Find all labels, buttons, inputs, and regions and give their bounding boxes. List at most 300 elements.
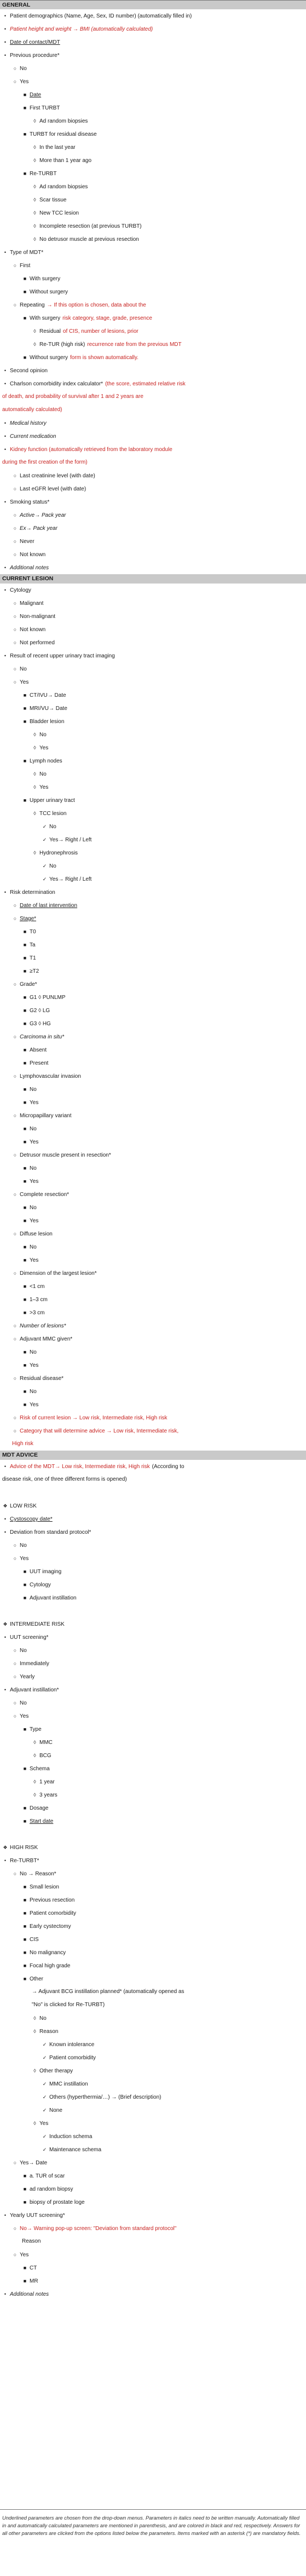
form-row[interactable]	[0, 443, 302, 456]
form-row-label: With surgery	[30, 276, 61, 282]
square-icon: ■	[23, 929, 27, 934]
form-row[interactable]	[0, 1267, 306, 1280]
form-row[interactable]	[0, 1723, 306, 1736]
diamond-icon: ◊	[33, 210, 36, 216]
form-row[interactable]	[0, 728, 306, 741]
form-row-label: a. TUR of scar	[30, 2173, 65, 2179]
square-icon: ■	[23, 1595, 27, 1601]
form-row[interactable]	[0, 2274, 306, 2288]
form-row[interactable]	[0, 2090, 306, 2104]
form-row[interactable]	[0, 2130, 306, 2143]
form-row[interactable]	[0, 2182, 306, 2196]
form-row[interactable]	[0, 2156, 306, 2169]
form-row[interactable]	[0, 1788, 306, 1801]
form-row-label: Last eGFR level (with date)	[20, 486, 86, 492]
bullet-icon: •	[4, 2291, 7, 2297]
form-row[interactable]	[0, 794, 306, 807]
form-row[interactable]	[0, 561, 302, 574]
square-icon: ■	[23, 995, 27, 1000]
form-row[interactable]	[0, 1096, 306, 1109]
form-row[interactable]	[0, 1565, 306, 1578]
form-row[interactable]	[0, 886, 302, 899]
form-row-label: of death, and probability of survival after 1 and 2 years are	[2, 394, 143, 400]
form-row-label: No	[30, 1205, 37, 1211]
form-row[interactable]	[0, 193, 306, 206]
form-row[interactable]	[0, 1959, 306, 1972]
form-row[interactable]	[0, 1017, 306, 1030]
form-row[interactable]	[0, 2209, 302, 2222]
form-row-label: → Adjuvant BCG instillation planned* (automatically opened as	[32, 1989, 184, 1995]
square-icon: ■	[23, 758, 27, 764]
form-row	[0, 456, 302, 469]
form-row[interactable]	[0, 311, 306, 325]
form-row-label: MR	[30, 2278, 38, 2284]
form-row[interactable]	[0, 1109, 306, 1122]
circle-icon: ○	[13, 473, 17, 478]
form-row-label: G2 ◊ LG	[30, 1008, 50, 1014]
square-icon: ■	[23, 798, 27, 803]
form-row[interactable]	[0, 1657, 306, 1670]
form-row-label: No	[49, 863, 56, 869]
circle-icon: ○	[13, 486, 17, 492]
form-row[interactable]	[0, 2117, 306, 2130]
form-row[interactable]	[0, 1762, 306, 1775]
circle-icon: ○	[13, 600, 17, 606]
form-row[interactable]	[0, 1736, 306, 1749]
form-row-label: ≥T2	[30, 968, 39, 974]
form-row[interactable]	[0, 1801, 306, 1815]
form-row[interactable]	[0, 1815, 306, 1828]
form-row[interactable]	[0, 364, 302, 377]
form-row[interactable]	[0, 1254, 306, 1267]
form-row[interactable]	[0, 1578, 306, 1591]
circle-icon: ○	[13, 1674, 17, 1679]
form-row-label: Patient comorbidity	[49, 2055, 96, 2061]
form-row[interactable]	[0, 938, 306, 951]
form-row[interactable]	[0, 964, 306, 978]
form-row[interactable]	[0, 1893, 306, 1907]
form-row-label: No detrusor muscle at previous resection	[39, 236, 139, 242]
form-row-label: Number of lesions*	[20, 1323, 66, 1329]
form-row[interactable]	[0, 75, 306, 88]
form-row[interactable]	[0, 62, 306, 75]
form-row[interactable]	[0, 675, 306, 689]
form-row[interactable]	[0, 662, 306, 675]
circle-icon: ○	[13, 1113, 17, 1118]
form-row[interactable]	[0, 610, 306, 623]
form-row[interactable]	[0, 584, 302, 597]
bullet-icon: •	[4, 653, 7, 659]
form-row[interactable]	[0, 715, 306, 728]
form-row[interactable]	[0, 2038, 306, 2051]
form-row[interactable]	[0, 1644, 306, 1657]
form-row[interactable]	[0, 2077, 306, 2090]
square-icon: ■	[23, 355, 27, 360]
form-row-label: Detrusor muscle present in resection*	[20, 1152, 111, 1158]
form-row[interactable]	[0, 820, 306, 833]
form-row-note: recurrence rate from the previous MDT	[87, 342, 182, 348]
form-row[interactable]	[0, 1920, 306, 1933]
form-row-label: Second opinion	[10, 368, 48, 374]
form-row[interactable]	[0, 2196, 306, 2209]
bullet-icon: •	[4, 434, 7, 439]
form-row[interactable]	[0, 1280, 306, 1293]
form-row[interactable]	[0, 899, 306, 912]
form-row-label: No	[30, 1087, 37, 1093]
bullet-icon: •	[4, 2213, 7, 2218]
form-row[interactable]	[0, 417, 302, 430]
form-row-label: Date	[30, 92, 42, 98]
form-row[interactable]	[0, 1696, 306, 1709]
form-row[interactable]	[0, 597, 306, 610]
form-row[interactable]	[0, 2169, 306, 2182]
form-row[interactable]	[0, 2012, 306, 2025]
form-row-label: Medical history	[10, 420, 47, 426]
form-row[interactable]	[0, 180, 306, 193]
square-icon: ■	[23, 1569, 27, 1574]
square-icon: ■	[23, 1963, 27, 1968]
form-row-label: No	[39, 771, 47, 777]
form-row	[0, 1828, 302, 1841]
diamond-icon: ◊	[33, 784, 36, 790]
form-row[interactable]	[0, 128, 306, 141]
form-row-label: <1 cm	[30, 1284, 45, 1290]
form-row[interactable]	[0, 1332, 306, 1345]
diamond-icon: ◊	[33, 1740, 36, 1745]
form-row-label: Reason	[39, 2029, 59, 2035]
form-row[interactable]	[0, 991, 306, 1004]
form-row[interactable]	[0, 154, 306, 167]
bullet-icon: •	[4, 1858, 7, 1863]
form-row[interactable]	[0, 1499, 302, 1512]
form-row-label: Immediately	[20, 1661, 49, 1667]
form-row-label: Ta	[30, 942, 36, 948]
check-icon: ✓	[42, 2134, 47, 2139]
form-row-label: Current medication	[10, 434, 56, 440]
form-row[interactable]	[0, 833, 306, 846]
form-row[interactable]	[0, 9, 302, 22]
form-row-label: No	[39, 732, 47, 738]
form-row-label: Result of recent upper urinary tract imaging	[10, 653, 115, 659]
form-row-note: form is shown automatically.	[70, 355, 138, 361]
form-row[interactable]	[0, 1841, 302, 1854]
form-row-label: Yes	[39, 2121, 49, 2127]
form-row-label: Yes	[30, 1402, 39, 1408]
bullet-icon: •	[4, 368, 7, 373]
form-row-label: 1–3 cm	[30, 1297, 48, 1303]
form-row[interactable]	[0, 807, 306, 820]
form-row-note: risk category, stage, grade, presence	[62, 315, 152, 321]
form-row[interactable]	[0, 1043, 306, 1056]
form-row-label: No	[30, 1349, 37, 1355]
form-row[interactable]	[0, 859, 306, 873]
form-row[interactable]	[0, 2051, 306, 2064]
form-row[interactable]	[0, 430, 302, 443]
form-row-label: Dimension of the largest lesion*	[20, 1270, 97, 1277]
form-row[interactable]	[0, 1227, 306, 1240]
form-row	[0, 2235, 306, 2248]
bullet-icon: •	[4, 250, 7, 255]
form-row-label: Hydronephrosis	[39, 850, 78, 856]
form-row[interactable]	[0, 1880, 306, 1893]
bullet-icon: •	[4, 1687, 7, 1693]
form-row-label: Re-TURBT*	[10, 1858, 39, 1864]
bullet-icon: •	[4, 1464, 7, 1469]
form-row-label: Yes	[20, 2252, 29, 2258]
form-row[interactable]	[0, 1854, 302, 1867]
form-row[interactable]	[0, 351, 306, 364]
form-row-label: Adjuvant MMC given*	[20, 1336, 73, 1342]
form-row[interactable]	[0, 1411, 306, 1424]
form-row[interactable]	[0, 1214, 306, 1227]
check-icon: ✓	[42, 2042, 47, 2047]
form-row[interactable]	[0, 1775, 306, 1788]
form-row-label: Active→ Pack year	[20, 512, 66, 518]
form-row-label: None	[49, 2107, 62, 2113]
form-row-label: Adjuvant instillation*	[10, 1687, 59, 1693]
form-row[interactable]	[0, 272, 306, 285]
form-row-label: 3 years	[39, 1792, 57, 1798]
form-row[interactable]	[0, 1512, 302, 1526]
form-row[interactable]	[0, 220, 306, 233]
form-row-label: biopsy of prostate loge	[30, 2199, 85, 2205]
form-row[interactable]	[0, 482, 306, 495]
form-row[interactable]	[0, 1201, 306, 1214]
square-icon: ■	[23, 289, 27, 294]
footnote: Underlined parameters are chosen from the drop-down menus. Parameters in italics need to be written manually. Automatically filled in and automatically calculated parameters are mentioned in parenthesis, and are colored in black and red, respectively. Answers for all other parameters are clicked from the options listed below the parameters. Items marked with an asterisk (*) are mandatory fields.	[2, 2515, 301, 2536]
form-row[interactable]	[0, 1372, 306, 1385]
form-row[interactable]	[0, 1188, 306, 1201]
form-row[interactable]	[0, 2025, 306, 2038]
form-row[interactable]	[0, 925, 306, 938]
form-row[interactable]	[0, 167, 306, 180]
square-icon: ■	[23, 1362, 27, 1368]
form-row[interactable]	[0, 1030, 306, 1043]
form-row[interactable]	[0, 285, 306, 298]
form-row[interactable]	[0, 767, 306, 781]
form-row[interactable]	[0, 1070, 306, 1083]
diamond-icon: ◊	[33, 223, 36, 229]
form-row-label: With surgery	[30, 315, 61, 321]
diamond-icon: ◊	[33, 2015, 36, 2021]
square-icon: ■	[23, 1897, 27, 1903]
check-icon: ✓	[42, 2147, 47, 2152]
square-icon: ■	[23, 1389, 27, 1394]
form-row[interactable]	[0, 1933, 306, 1946]
form-row[interactable]	[0, 1526, 302, 1539]
form-row[interactable]	[0, 36, 302, 49]
square-icon: ■	[23, 92, 27, 97]
form-row[interactable]	[0, 206, 306, 220]
form-row-label: Patient height and weight → BMI (automatically calculated)	[10, 26, 153, 32]
form-row-label: No → Reason*	[20, 1871, 56, 1877]
form-row[interactable]	[0, 781, 306, 794]
form-row[interactable]	[0, 1293, 306, 1306]
form-row[interactable]	[0, 2261, 306, 2274]
form-row[interactable]	[0, 1240, 306, 1254]
form-row-label: Residual disease*	[20, 1376, 64, 1382]
circle-icon: ○	[13, 614, 17, 619]
form-row[interactable]	[0, 1591, 306, 1604]
form-row[interactable]	[0, 338, 306, 351]
form-row[interactable]	[0, 846, 306, 859]
form-row[interactable]	[0, 649, 302, 662]
form-row[interactable]	[0, 623, 306, 636]
form-row[interactable]	[0, 689, 306, 702]
form-row[interactable]	[0, 1618, 302, 1631]
form-row[interactable]	[0, 754, 306, 767]
form-row[interactable]	[0, 2143, 306, 2156]
form-row[interactable]	[0, 1398, 306, 1411]
form-row[interactable]	[0, 88, 306, 101]
form-row[interactable]	[0, 2104, 306, 2117]
square-icon: ■	[23, 1060, 27, 1066]
square-icon: ■	[23, 1402, 27, 1407]
form-row-label: Without surgery	[30, 289, 68, 295]
form-row[interactable]	[0, 548, 306, 561]
form-row-label: Risk of current lesion → Low risk, Intermediate risk, High risk	[20, 1415, 168, 1421]
square-icon: ■	[23, 1349, 27, 1355]
form-row-label: Adjuvant instillation	[30, 1595, 77, 1601]
square-icon: ■	[23, 1257, 27, 1263]
form-row[interactable]	[0, 1749, 306, 1762]
form-row[interactable]	[0, 1359, 306, 1372]
form-row[interactable]	[0, 522, 306, 535]
form-row[interactable]	[0, 1083, 306, 1096]
form-row[interactable]	[0, 246, 302, 259]
form-row[interactable]	[0, 259, 306, 272]
form-row[interactable]	[0, 233, 306, 246]
form-row[interactable]	[0, 1135, 306, 1148]
form-row[interactable]	[0, 114, 306, 128]
bullet-icon: •	[4, 420, 7, 426]
check-icon: ✓	[42, 2107, 47, 2113]
bullet-icon: •	[4, 53, 7, 58]
form-row-label: INTERMEDIATE RISK	[10, 1621, 65, 1627]
form-row[interactable]	[0, 469, 306, 482]
form-row[interactable]	[0, 101, 306, 114]
form-row-label: Schema	[30, 1766, 50, 1772]
form-row[interactable]	[0, 873, 306, 886]
square-icon: ■	[23, 1937, 27, 1942]
form-row-label: CT	[30, 2265, 37, 2271]
form-row[interactable]	[0, 1306, 306, 1319]
form-row-note: (According to	[152, 1464, 184, 1470]
form-row-label: Lymph nodes	[30, 758, 62, 764]
form-row[interactable]	[0, 1175, 306, 1188]
circle-icon: ○	[13, 66, 17, 71]
circle-icon: ○	[13, 666, 17, 672]
form-row[interactable]	[0, 1122, 306, 1135]
circle-icon: ○	[13, 1871, 17, 1876]
form-row[interactable]	[0, 1867, 306, 1880]
form-row[interactable]	[0, 1683, 302, 1696]
form-row-label: BCG	[39, 1753, 51, 1759]
form-row[interactable]	[0, 1162, 306, 1175]
square-icon: ■	[23, 1766, 27, 1771]
circle-icon: ○	[13, 1700, 17, 1706]
form-row[interactable]	[0, 325, 306, 338]
form-row[interactable]	[0, 2064, 306, 2077]
form-row[interactable]	[0, 22, 302, 36]
form-row-label: "No" is clicked for Re-TURBT)	[32, 2002, 105, 2008]
form-row[interactable]	[0, 2248, 306, 2261]
form-row-label: Advice of the MDT→ Low risk, Intermediate risk, High risk	[10, 1464, 150, 1470]
form-row[interactable]	[0, 49, 302, 62]
square-icon: ■	[23, 1205, 27, 1210]
diamond-bullet-icon: ❖	[3, 1621, 8, 1627]
form-row[interactable]	[0, 1056, 306, 1070]
diamond-icon: ◊	[33, 771, 36, 777]
circle-icon: ○	[13, 302, 17, 308]
form-row[interactable]	[0, 1907, 306, 1920]
form-row[interactable]	[0, 1148, 306, 1162]
form-row[interactable]	[0, 636, 306, 649]
form-row-label: Absent	[30, 1047, 47, 1053]
form-row[interactable]	[0, 2288, 302, 2301]
form-row[interactable]	[0, 1385, 306, 1398]
form-row-label: Yes	[20, 679, 29, 685]
diamond-icon: ◊	[33, 732, 36, 737]
form-row-label: Yes	[30, 1257, 39, 1263]
form-row[interactable]	[0, 1552, 306, 1565]
form-row[interactable]	[0, 1539, 306, 1552]
bullet-icon: •	[4, 1529, 7, 1535]
form-row-label: Lymphovascular invasion	[20, 1073, 81, 1079]
form-row[interactable]	[0, 1345, 306, 1359]
form-row-label: More than 1 year ago	[39, 158, 92, 164]
form-row[interactable]	[0, 1460, 302, 1473]
form-row[interactable]	[0, 1972, 306, 1985]
form-row[interactable]	[0, 377, 302, 390]
form-row-label: No malignancy	[30, 1950, 66, 1956]
form-row-label: CT/IVU→ Date	[30, 692, 66, 698]
form-row[interactable]	[0, 702, 306, 715]
form-row-note: (the score, estimated relative risk	[105, 381, 186, 387]
form-row-label: Other	[30, 1976, 44, 1982]
form-row[interactable]	[0, 495, 302, 509]
form-row[interactable]	[0, 741, 306, 754]
form-row[interactable]	[0, 951, 306, 964]
form-row-label: Additional notes	[10, 565, 49, 571]
form-row-label: Induction schema	[49, 2134, 93, 2140]
form-row[interactable]	[0, 1670, 306, 1683]
form-row[interactable]	[0, 1004, 306, 1017]
form-row[interactable]	[0, 1631, 302, 1644]
form-row-label: 1 year	[39, 1779, 55, 1785]
form-row[interactable]	[0, 978, 306, 991]
form-row[interactable]	[0, 535, 306, 548]
form-row[interactable]	[0, 1709, 306, 1723]
form-row-label: Smoking status*	[10, 499, 50, 505]
form-row[interactable]	[0, 1946, 306, 1959]
form-row-label: Patient demographics (Name, Age, Sex, ID number) (automatically filled in)	[10, 13, 192, 19]
form-row-label: Date of contact/MDT	[10, 39, 60, 45]
form-row-label: Yearly	[20, 1674, 35, 1680]
form-row[interactable]	[0, 509, 306, 522]
form-row[interactable]	[0, 912, 306, 925]
form-row-label: Known intolerance	[49, 2042, 95, 2048]
form-row[interactable]	[0, 1424, 306, 1437]
form-row[interactable]	[0, 141, 306, 154]
bullet-icon: •	[4, 39, 7, 45]
form-row[interactable]	[0, 2222, 306, 2235]
form-row-label: Other therapy	[39, 2068, 73, 2074]
square-icon: ■	[23, 1310, 27, 1315]
form-row-label: Cystoscopy date*	[10, 1516, 53, 1522]
form-row[interactable]	[0, 1319, 306, 1332]
form-row[interactable]	[0, 298, 306, 311]
